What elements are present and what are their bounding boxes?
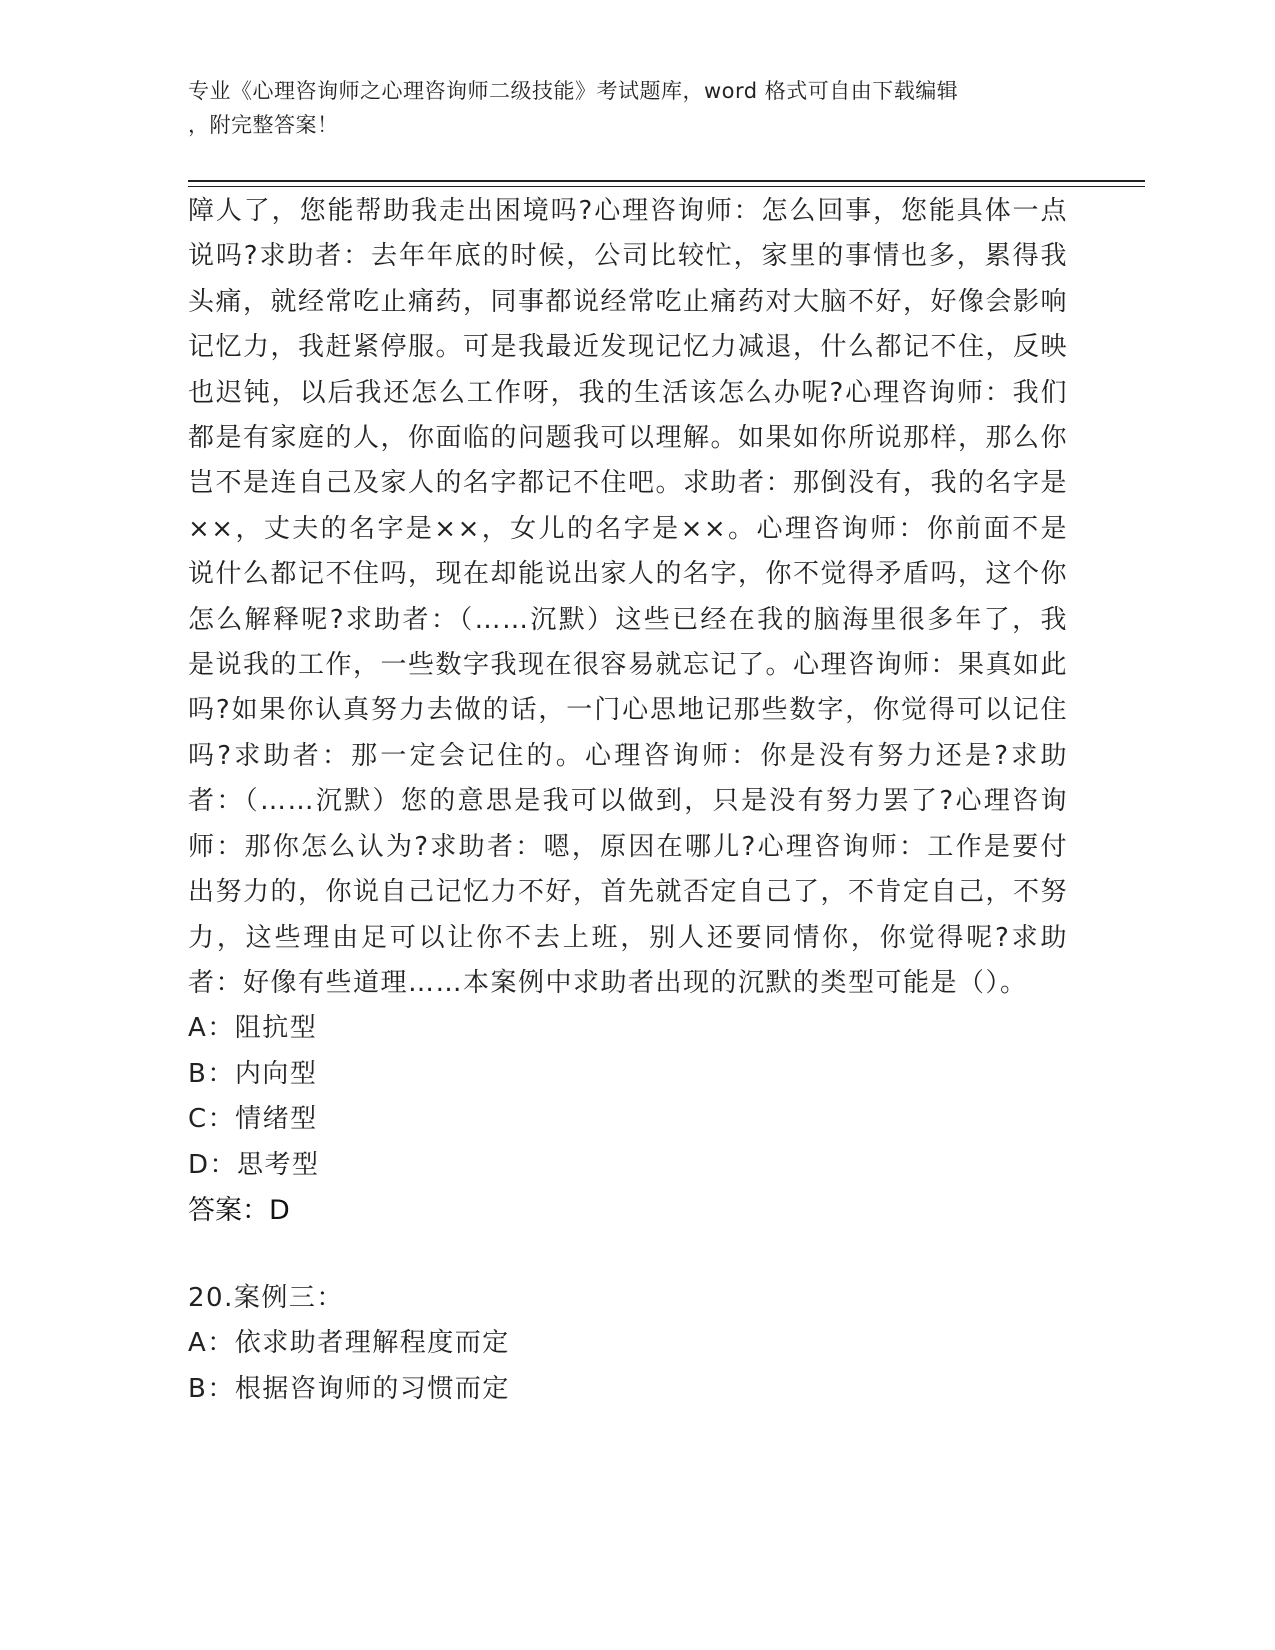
question-19 [188,189,1068,1234]
section-spacer [188,1234,1068,1276]
question-20-option-b: B：根据咨询师的习惯而定 [188,1373,510,1404]
question-20-title: 20.案例三： [188,1282,344,1313]
header-line-2: ，附完整答案！ [188,113,339,137]
document-content [188,189,1068,1412]
header-divider-thick [188,180,1145,182]
question-19-body: 障人了，您能帮助我走出困境吗?心理咨询师：怎么回事，您能具体一点说吗?求助者：去年年底的时候，公司比较忙，家里的事情也多，累得我头痛，就经常吃止痛药，同事都说经常吃止痛药对大脑不好，好像会影响记忆力，我赶紧停服。可是我最近发现记忆力减退，什么都记不住，反映也迟钝，以后我还怎么工作呀，我的生活该怎么办呢?心理咨询师：我们都是有家庭的人，你面临的问题我可以理解。如果如你所说那样，那么你岂不是连自己及家人的名字都记不住吧。求助者：那倒没有，我的名字是××，丈夫的名字是××，女儿的名字是××。心理咨询师：你前面不是说什么都记不住吗，现在却能说出家人的名字，你不觉得矛盾吗，这个你怎么解释呢?求助者：（……沉默）这些已经在我的脑海里很多年了，我是说我的工作，一些数字我现在很容易就忘记了。心理咨询师：果真如此吗?如果你认真努力去做的话，一门心思地记那些数字，你觉得可以记住吗?求助者：那一定会记住的。心理咨询师：你是没有努力还是?求助者：（……沉默）您的意思是我可以做到，只是没有努力罢了?心理咨询师：那你怎么认为?求助者：嗯，原因在哪儿?心理咨询师：工作是要付出努力的，你说自己记忆力不好，首先就否定自己了，不肯定自己，不努力，这些理由足可以让你不去上班，别人还要同情你，你觉得呢?求助者：好像有些道理……本案例中求助者出现的沉默的类型可能是（）。 [188,196,1069,998]
question-19-option-b: B：内向型 [188,1058,318,1089]
question-19-option-a: A：阻抗型 [188,1013,318,1044]
question-20 [188,1276,1068,1412]
question-19-option-d: D：思考型 [188,1149,320,1180]
document-header [188,74,1088,142]
question-19-answer: 答案：D [188,1194,290,1226]
question-20-option-a: A：依求助者理解程度而定 [188,1328,510,1359]
question-19-option-c: C：情绪型 [188,1104,318,1135]
header-divider-thin [188,186,1145,187]
header-line-1: 专业《心理咨询师之心理咨询师二级技能》考试题库，word 格式可自由下载编辑 [188,79,959,103]
